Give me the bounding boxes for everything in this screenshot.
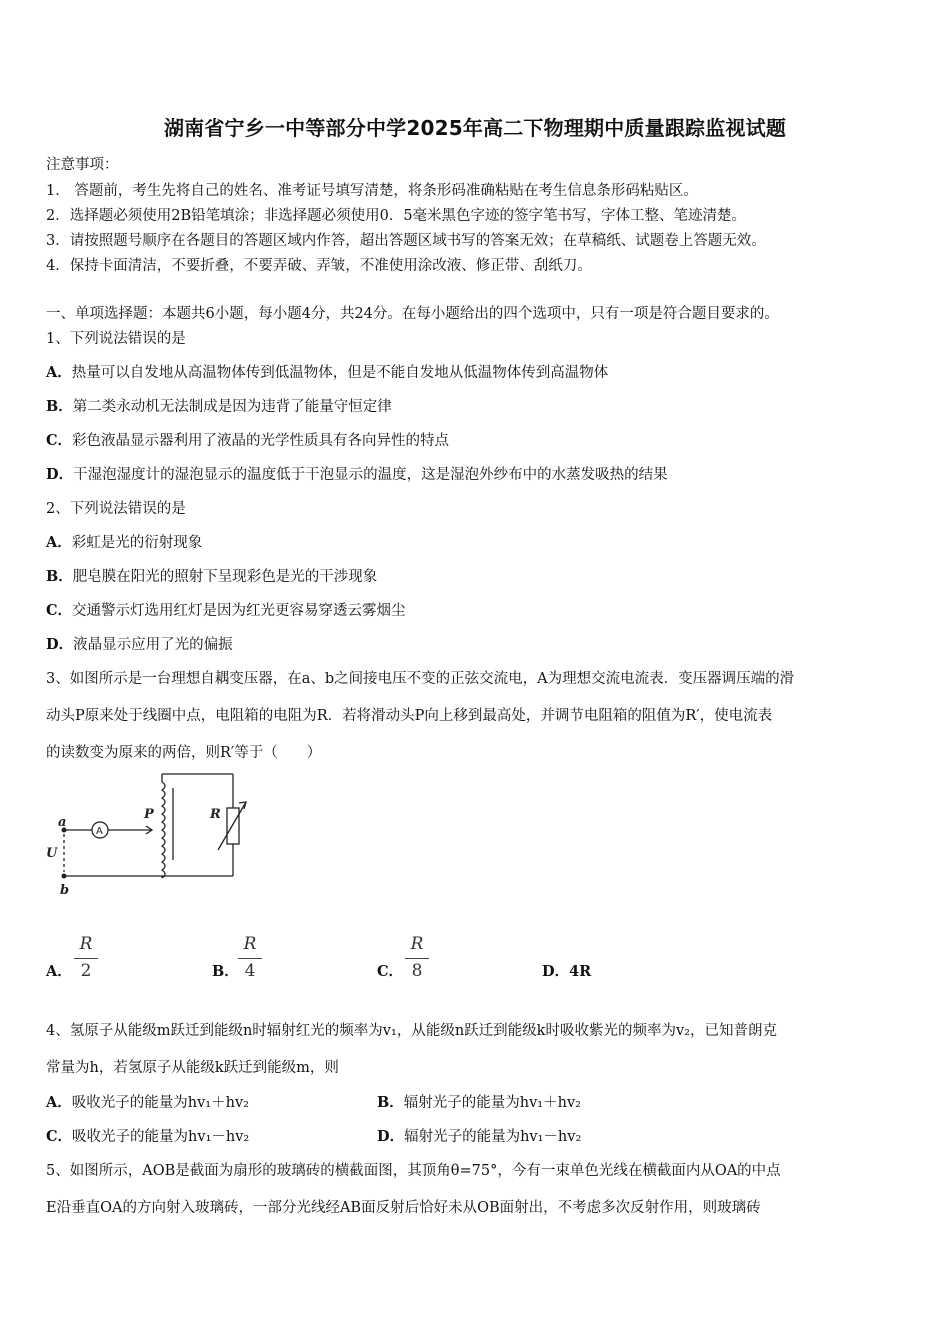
option-text: 彩虹是光的衍射现象: [71, 535, 203, 551]
option-letter: A．: [46, 963, 72, 980]
option: [46, 1125, 249, 1146]
transformer-circuit-diagram: [40, 768, 250, 898]
option-text: 交通警示灯选用红灯是因为红光更容易穿透云雾烟尘: [72, 603, 406, 619]
option: [46, 565, 377, 586]
option-letter: C．: [46, 602, 73, 619]
question-stem-line: 常量为h，若氢原子从能级k跃迁到能级m，则: [46, 1060, 339, 1076]
option: [377, 1125, 581, 1146]
option-text: 干湿泡湿度计的湿泡显示的温度低于干泡显示的温度，这是湿泡外纱布中的水蒸发吸热的结果: [73, 467, 668, 483]
option-text: 第二类永动机无法制成是因为违背了能量守恒定律: [72, 399, 392, 415]
option-letter: B．: [46, 398, 73, 415]
option-text: 4R: [569, 963, 592, 980]
option: [46, 531, 202, 552]
question-stem-line: 动头P原来处于线圈中点，电阻箱的电阻为R．若将滑动头P向上移到最高处，并调节电阻箱的阻值为R′，使电流表: [46, 708, 773, 724]
option: [46, 633, 233, 654]
option-text: 辐射光子的能量为hv₁－hv₂: [404, 1129, 582, 1145]
option-letter: A．: [46, 534, 72, 551]
option: [46, 429, 449, 450]
notice-item: 3．请按照题号顺序在各题目的答题区域内作答，超出答题区域书写的答案无效；在草稿纸、试题卷上答题无效。: [46, 233, 766, 249]
question-stem: 2、下列说法错误的是: [46, 501, 186, 517]
option-letter: C．: [46, 1128, 73, 1145]
option-letter: C．: [46, 432, 73, 449]
option-letter: B．: [212, 963, 239, 980]
option: [46, 395, 392, 416]
option-text: 热量可以自发地从高温物体传到低温物体，但是不能自发地从低温物体传到高温物体: [71, 365, 609, 381]
option: [377, 1091, 581, 1112]
option-text: 肥皂膜在阳光的照射下呈现彩色是光的干涉现象: [72, 569, 378, 585]
transformer-coil: [162, 782, 165, 878]
label-P: P: [144, 807, 154, 822]
option-letter: D．: [377, 1128, 405, 1145]
fraction: R 8: [405, 934, 429, 981]
option-letter: D．: [46, 466, 74, 483]
option-letter: D．: [46, 636, 74, 653]
question-stem-line: 5、如图所示，AOB是截面为扇形的玻璃砖的横截面图，其顶角θ=75°，今有一束单色光线在横截面内从OA的中点: [46, 1163, 781, 1179]
fraction: R 4: [238, 934, 262, 981]
option-letter: A．: [46, 364, 72, 381]
option: [46, 463, 668, 484]
option-letter: B．: [377, 1094, 404, 1111]
option-letter: B．: [46, 568, 73, 585]
question-stem-line: 3、如图所示是一台理想自耦变压器，在a、b之间接电压不变的正弦交流电，A为理想交流电流表．变压器调压端的滑: [46, 671, 795, 687]
option: [542, 960, 591, 981]
page-title: 湖南省宁乡一中等部分中学2025年高二下物理期中质量跟踪监视试题: [163, 116, 787, 140]
question-stem-line: 的读数变为原来的两倍，则R′等于（ ）: [46, 745, 322, 761]
label-R: R: [210, 807, 221, 822]
option-text: 辐射光子的能量为hv₁＋hv₂: [403, 1095, 581, 1111]
terminal-b-dot: [62, 874, 67, 879]
option-letter: A．: [46, 1094, 72, 1111]
option-letter: C．: [377, 963, 404, 980]
option-text: 彩色液晶显示器利用了液晶的光学性质具有各向异性的特点: [72, 433, 450, 449]
notice-item: 4．保持卡面清洁，不要折叠，不要弄破、弄皱，不准使用涂改液、修正带、刮纸刀。: [46, 258, 592, 274]
resistor-box: [227, 808, 239, 844]
question-stem: 1、下列说法错误的是: [46, 331, 186, 347]
label-U: U: [46, 846, 58, 861]
option-text: 吸收光子的能量为hv₁＋hv₂: [71, 1095, 249, 1111]
section-heading: 一、单项选择题：本题共6小题，每小题4分，共24分。在每小题给出的四个选项中，只有一项是符合题目要求的。: [46, 306, 779, 322]
question-stem-line: 4、氢原子从能级m跃迁到能级n时辐射红光的频率为v₁，从能级n跃迁到能级k时吸收紫光的频率为v₂，已知普朗克: [46, 1023, 777, 1039]
option: [46, 361, 608, 382]
option-text: 吸收光子的能量为hv₁－hv₂: [72, 1129, 250, 1145]
notice-heading: 注意事项：: [46, 157, 119, 173]
option: [46, 1091, 249, 1112]
option-letter: D．: [542, 963, 570, 980]
fraction: R 2: [74, 934, 98, 981]
label-b: b: [60, 883, 70, 898]
ammeter-label: A: [96, 826, 103, 837]
notice-item: 2．选择题必须使用2B铅笔填涂；非选择题必须使用0．5毫米黑色字迹的签字笔书写，字体工整、笔迹清楚。: [46, 208, 747, 224]
question-stem-line: E沿垂直OA的方向射入玻璃砖，一部分光线经AB面反射后恰好未从OB面射出，不考虑多次反射作用，则玻璃砖: [46, 1200, 761, 1216]
option: [46, 599, 406, 620]
variable-arrow: [218, 802, 246, 850]
notice-item: 1． 答题前，考生先将自己的姓名、准考证号填写清楚，将条形码准确粘贴在考生信息条形码粘贴区。: [46, 183, 698, 199]
option-text: 液晶显示应用了光的偏振: [73, 637, 233, 653]
label-a: a: [58, 815, 67, 830]
